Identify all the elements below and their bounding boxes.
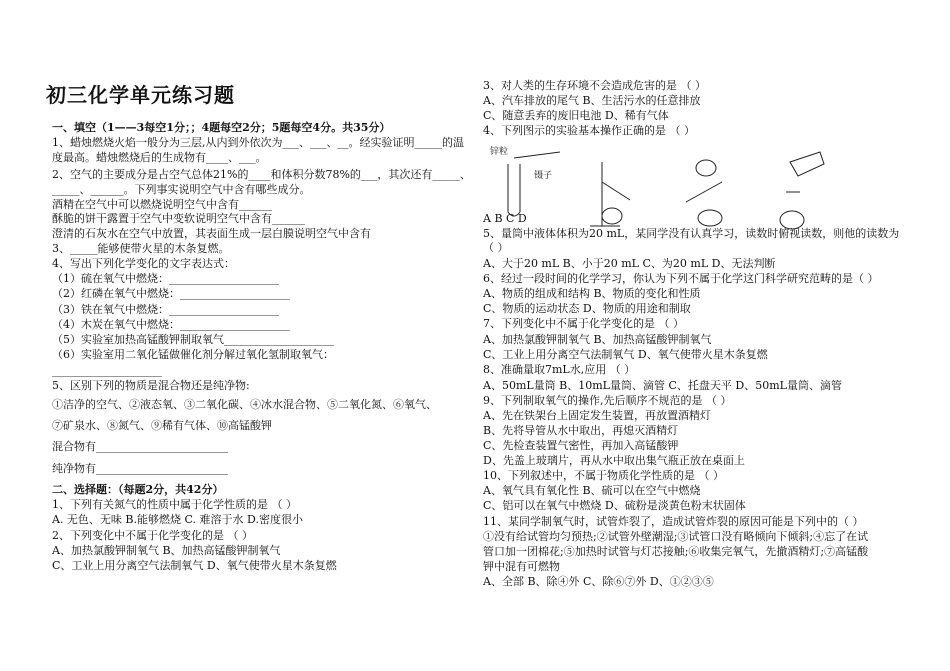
right-line: D、先盖上玻璃片，再从水中取出集气瓶正放在桌面上 (483, 454, 745, 467)
left-line: A、加热氯酸钾制氧气 B、加热高锰酸钾制氧气 (52, 544, 281, 557)
left-line: （2）红磷在氧气中燃烧：____________________ (52, 287, 290, 300)
left-line: 4、写出下列化学变化的文字表达式： (52, 257, 235, 270)
left-line: 1、下列有关氮气的性质中属于化学性质的是 （ ） (52, 498, 297, 511)
left-line: A. 无色、无味 B.能够燃烧 C. 难溶于水 D.密度很小 (52, 513, 303, 526)
left-line: 度最高。蜡烛燃烧后的生成物有____、___。 (52, 151, 267, 164)
right-line: B、先将导管从水中取出，再熄灭酒精灯 (483, 424, 679, 437)
right-line: 7、下列变化中不属于化学变化的是 （ ） (483, 317, 684, 330)
figure-c-pour (686, 160, 722, 226)
left-line: （5）实验室加热高锰酸钾制取氧气____________________ (52, 333, 334, 346)
right-line: 10、下列叙述中，不属于物质化学性质的是 （ ） (483, 469, 724, 482)
left-line: 2、下列变化中不属于化学变化的是 （ ） (52, 529, 253, 542)
left-line: 3、_____能够使带火星的木条复燃。 (52, 242, 230, 255)
left-line: C、工业上用分离空气法制氧气 D、氧气使带火星木条复燃 (52, 559, 337, 572)
right-line: C、工业上用分离空气法制氧气 D、氧气使带火星木条复燃 (483, 348, 768, 361)
right-line: ①没有给试管均匀预热;②试管外壁潮湿;③试管口没有略倾向下倾斜;④忘了在试 (483, 530, 869, 543)
left-line: 混合物有________________________ (52, 440, 228, 453)
figure-d-heat (780, 152, 824, 229)
right-line: （ ） (483, 241, 509, 254)
right-line: 管口加一团棉花;⑤加热时试管与灯芯接触;⑥收集完氧气，先撤酒精灯;⑦高锰酸 (483, 545, 869, 558)
right-line: A、氧气具有氧化性 B、硫可以在空气中燃烧 (483, 484, 701, 497)
right-line: 5、量筒中液体体积为20 mL，某同学没有认真学习，读数时俯视读数，则他的读数为 (483, 227, 900, 240)
left-line: 澄清的石灰水在空气中放置，其表面生成一层白膜说明空气中含有 (52, 227, 371, 240)
right-line: 4、下列图示的实验基本操作正确的是 （ ） (483, 124, 695, 137)
right-line: 钾中混有可燃物 (483, 560, 560, 573)
left-line: _____、______。下列事实说明空气中含有哪些成分。 (52, 183, 311, 196)
left-line: 1、蜡烛燃烧火焰一般分为三层,从内到外依次为___、___、__。经实验证明_____的温 (52, 136, 464, 149)
zinc-label: 锌粒 (490, 147, 509, 157)
right-line: C、铝可以在氧气中燃烧 D、硫粉是淡黄色粉末状固体 (483, 499, 746, 512)
page-title: 初三化学单元练习题 (46, 83, 235, 107)
right-line: A、汽车排放的尾气 B、生活污水的任意排放 (483, 94, 701, 107)
right-line: A、物质的组成和结构 B、物质的变化和性质 (483, 287, 701, 300)
right-line: 3、对人类的生存环境不会造成危害的是 （ ） (483, 79, 706, 92)
left-line: 5、区别下列的物质是混合物还是纯净物: (52, 379, 250, 392)
left-line: （1）硫在氧气中燃烧：____________________ (52, 272, 279, 285)
right-line: 8、准确量取7mL水,应用 （ ） (483, 363, 636, 376)
left-line: （3）铁在氧气中燃烧：____________________ (52, 303, 279, 316)
right-line: A、先在铁架台上固定发生装置，再放置酒精灯 (483, 409, 711, 422)
lab-operation-figures (490, 142, 830, 238)
left-line: 2、空气的主要成分是占空气总体21%的____和体积分数78%的___，其次还有_____、 (52, 168, 471, 181)
right-line: 6、经过一段时间的化学学习，你认为下列不属于化学这门科学研究范畴的是（ ） (483, 272, 879, 285)
right-line: 9、下列制取氧气的操作,先后顺序不规范的是 （ ） (483, 394, 732, 407)
right-line: A B C D (483, 212, 527, 225)
left-line: （6）实验室用二氧化锰做催化剂分解过氧化氢制取氧气： (52, 348, 334, 361)
left-line: ⑦矿泉水、⑧氮气、⑨稀有气体、⑩高锰酸钾 (52, 419, 272, 432)
left-line: ____________________ (52, 364, 162, 377)
figure-b-lamp (590, 162, 630, 226)
right-line: A、加热氯酸钾制氧气 B、加热高锰酸钾制氧气 (483, 333, 712, 346)
tweezers-label: 镊子 (534, 171, 553, 181)
right-line: A、大于20 mL B、小于20 mL C、为20 mL D、无法判断 (483, 257, 776, 270)
right-line: A、全部 B、除④外 C、除⑥⑦外 D、①②③⑤ (483, 575, 714, 588)
left-line: （4）木炭在氧气中燃烧：____________________ (52, 318, 290, 331)
left-line: 纯净物有________________________ (52, 462, 228, 475)
left-line: 酒精在空气中可以燃烧说明空气中含有______ (52, 198, 272, 211)
right-line: C、先检查装置气密性，再加入高锰酸钾 (483, 439, 679, 452)
right-line: C、物质的运动状态 D、物质的用途和制取 (483, 302, 691, 315)
figure-a-test-tube (490, 145, 560, 216)
right-line: A、50mL量筒 B、10mL量筒、滴管 C、托盘天平 D、50mL量筒、滴管 (483, 379, 842, 392)
left-line: 一、填空（1——3每空1分；；4题每空2分；5题每空4分。共35分） (52, 121, 391, 134)
right-line: 11、某同学制氧气时，试管炸裂了，造成试管炸裂的原因可能是下列中的（ ） (483, 515, 864, 528)
right-line: C、随意丢弃的废旧电池 D、稀有气体 (483, 109, 669, 122)
left-line: ①洁净的空气、②液态氧、③二氧化碳、④冰水混合物、⑤二氧化氮、⑥氧气、 (52, 398, 437, 411)
left-line: 二、选择题：（每题2分，共42分） (52, 483, 224, 496)
left-line: 酥脆的饼干露置于空气中变软说明空气中含有______ (52, 212, 305, 225)
